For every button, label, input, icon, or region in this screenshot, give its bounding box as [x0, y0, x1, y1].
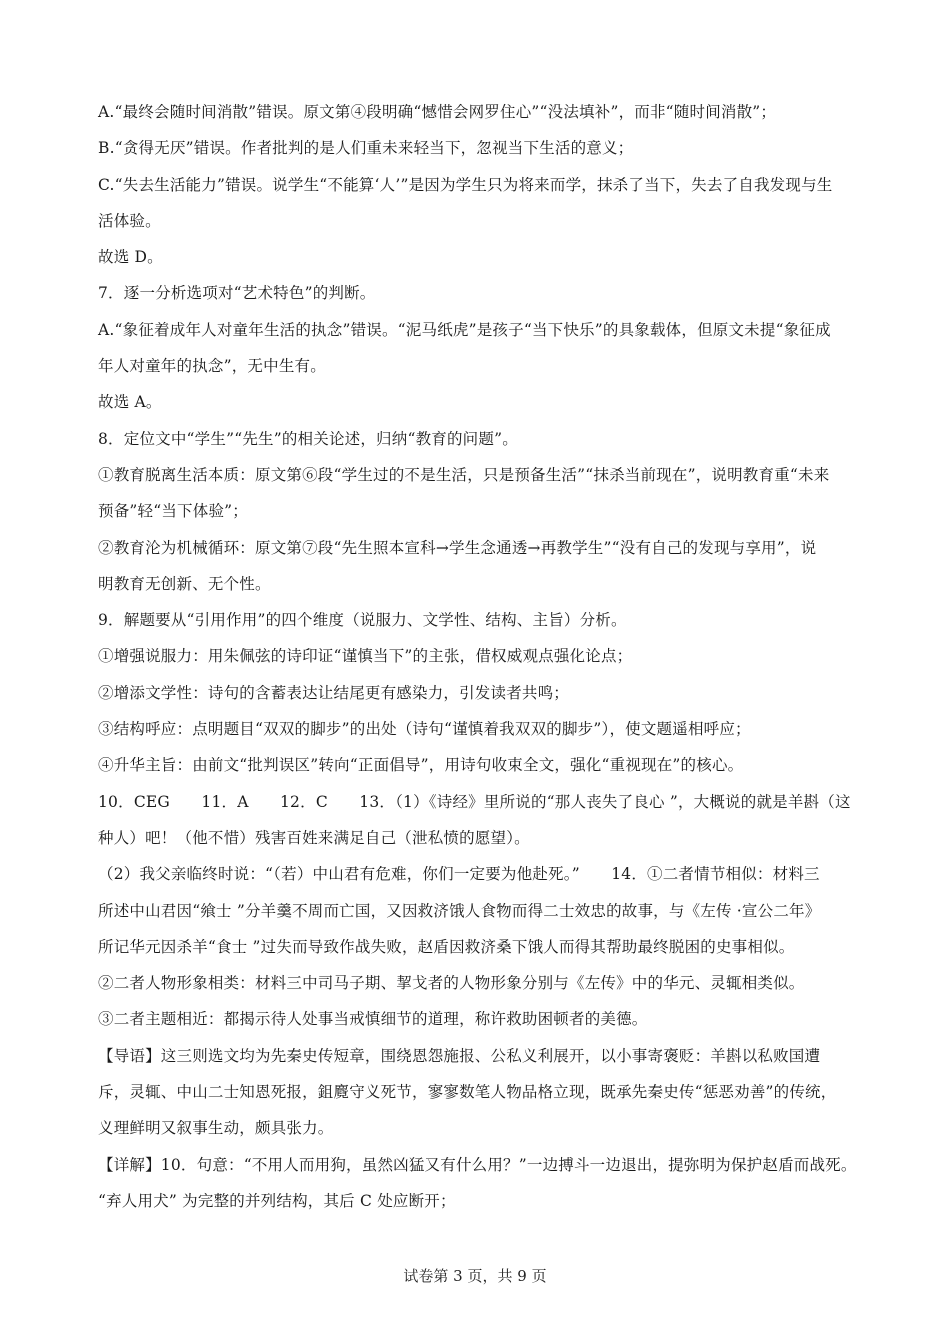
text-line: B.“贪得无厌”错误。作者批判的是人们重未来轻当下，忽视当下生活的意义； [98, 139, 634, 158]
text-line: 明教育无创新、无个性。 [98, 574, 271, 593]
text-line: 10．CEG 11．A 12．C 13．（1）《诗经》里所说的“那人丧失了良心 ”，大概说的就是羊斟（这 [98, 792, 851, 811]
text-line: 种人）吧！（他不惜）残害百姓来满足自己（泄私愤的愿望）。 [98, 828, 530, 847]
text-line: ①增强说服力：用朱佩弦的诗印证“谨慎当下”的主张，借权威观点强化论点； [98, 647, 633, 666]
text-line: 预备”轻“当下体验”； [98, 502, 248, 521]
text-line: 故选 A。 [98, 393, 162, 412]
text-line: 年人对童年的执念”，无中生有。 [98, 357, 326, 376]
text-line: 9．解题要从“引用作用”的四个维度（说服力、文学性、结构、主旨）分析。 [98, 611, 627, 630]
text-line: ④升华主旨：由前文“批判误区”转向“正面倡导”，用诗句收束全文，强化“重视现在”的核心。 [98, 756, 744, 775]
text-line: C.“失去生活能力”错误。说学生“不能算‘人’”是因为学生只为将来而学，抹杀了当下，失去了自我发现与生 [98, 175, 833, 194]
text-line: A.“最终会随时间消散”错误。原文第④段明确“憾惜会网罗住心”“没法填补”，而非“随时间消散”； [98, 103, 777, 121]
text-line: 故选 D。 [98, 248, 163, 267]
text-line: 【详解】10．句意：“不用人而用狗，虽然凶猛又有什么用？”一边搏斗一边退出，提弥明为保护赵盾而战死。 [98, 1155, 857, 1174]
document-body [98, 94, 858, 1219]
text-line: 8．定位文中“学生”“先生”的相关论述，归纳“教育的问题”。 [98, 429, 518, 448]
text-line: 所述中山君因“飨士 ”分羊羹不周而亡国，又因救济饿人食物而得二士效忠的故事，与《左传 ·宣公二年》 [98, 901, 821, 920]
text-line: 7．逐一分析选项对“艺术特色”的判断。 [98, 284, 376, 303]
text-line: ②二者人物形象相类：材料三中司马子期、挈戈者的人物形象分别与《左传》中的华元、灵辄相类似。 [98, 974, 805, 993]
text-line: ③结构呼应：点明题目“双双的脚步”的出处（诗句“谨慎着我双双的脚步”），使文题遥相呼应； [98, 720, 751, 739]
text-line: ③二者主题相近：都揭示待人处事当戒慎细节的道理，称许救助困顿者的美德。 [98, 1010, 648, 1029]
text-line: A.“象征着成年人对童年生活的执念”错误。“泥马纸虎”是孩子“当下快乐”的具象载体，但原文未提“象征成 [98, 320, 831, 339]
text-line: ①教育脱离生活本质：原文第⑥段“学生过的不是生活，只是预备生活”“抹杀当前现在”，说明教育重“未来 [98, 465, 830, 484]
text-line: “弃人用犬” 为完整的并列结构，其后 C 处应断开； [98, 1191, 456, 1210]
page-footer: 试卷第 3 页，共 9 页 [403, 1267, 547, 1285]
text-line: 斥，灵辄、中山二士知恩死报，鉏麑守义死节，寥寥数笔人物品格立现，既承先秦史传“惩恶劝善”的传统， [98, 1083, 837, 1102]
text-line: 义理鲜明又叙事生动，颇具张力。 [98, 1119, 334, 1138]
text-line: ②增添文学性：诗句的含蓄表达让结尾更有感染力，引发读者共鸣； [98, 683, 570, 702]
text-line: 【导语】这三则选文均为先秦史传短章，围绕恩怨施报、公私义利展开，以小事寄褒贬：羊斟以私败国遭 [98, 1046, 821, 1065]
text-line: 所记华元因杀羊“食士 ”过失而导致作战失败，赵盾因救济桑下饿人而得其帮助最终脱困的史事相似。 [98, 937, 795, 956]
text-line: （2）我父亲临终时说：“（若）中山君有危难，你们一定要为他赴死。” 14．①二者情节相似：材料三 [98, 865, 820, 884]
text-line: 活体验。 [98, 211, 161, 230]
text-line: ②教育沦为机械循环：原文第⑦段“先生照本宣科→学生念通透→再教学生”“没有自己的发现与享用”，说 [98, 538, 817, 557]
